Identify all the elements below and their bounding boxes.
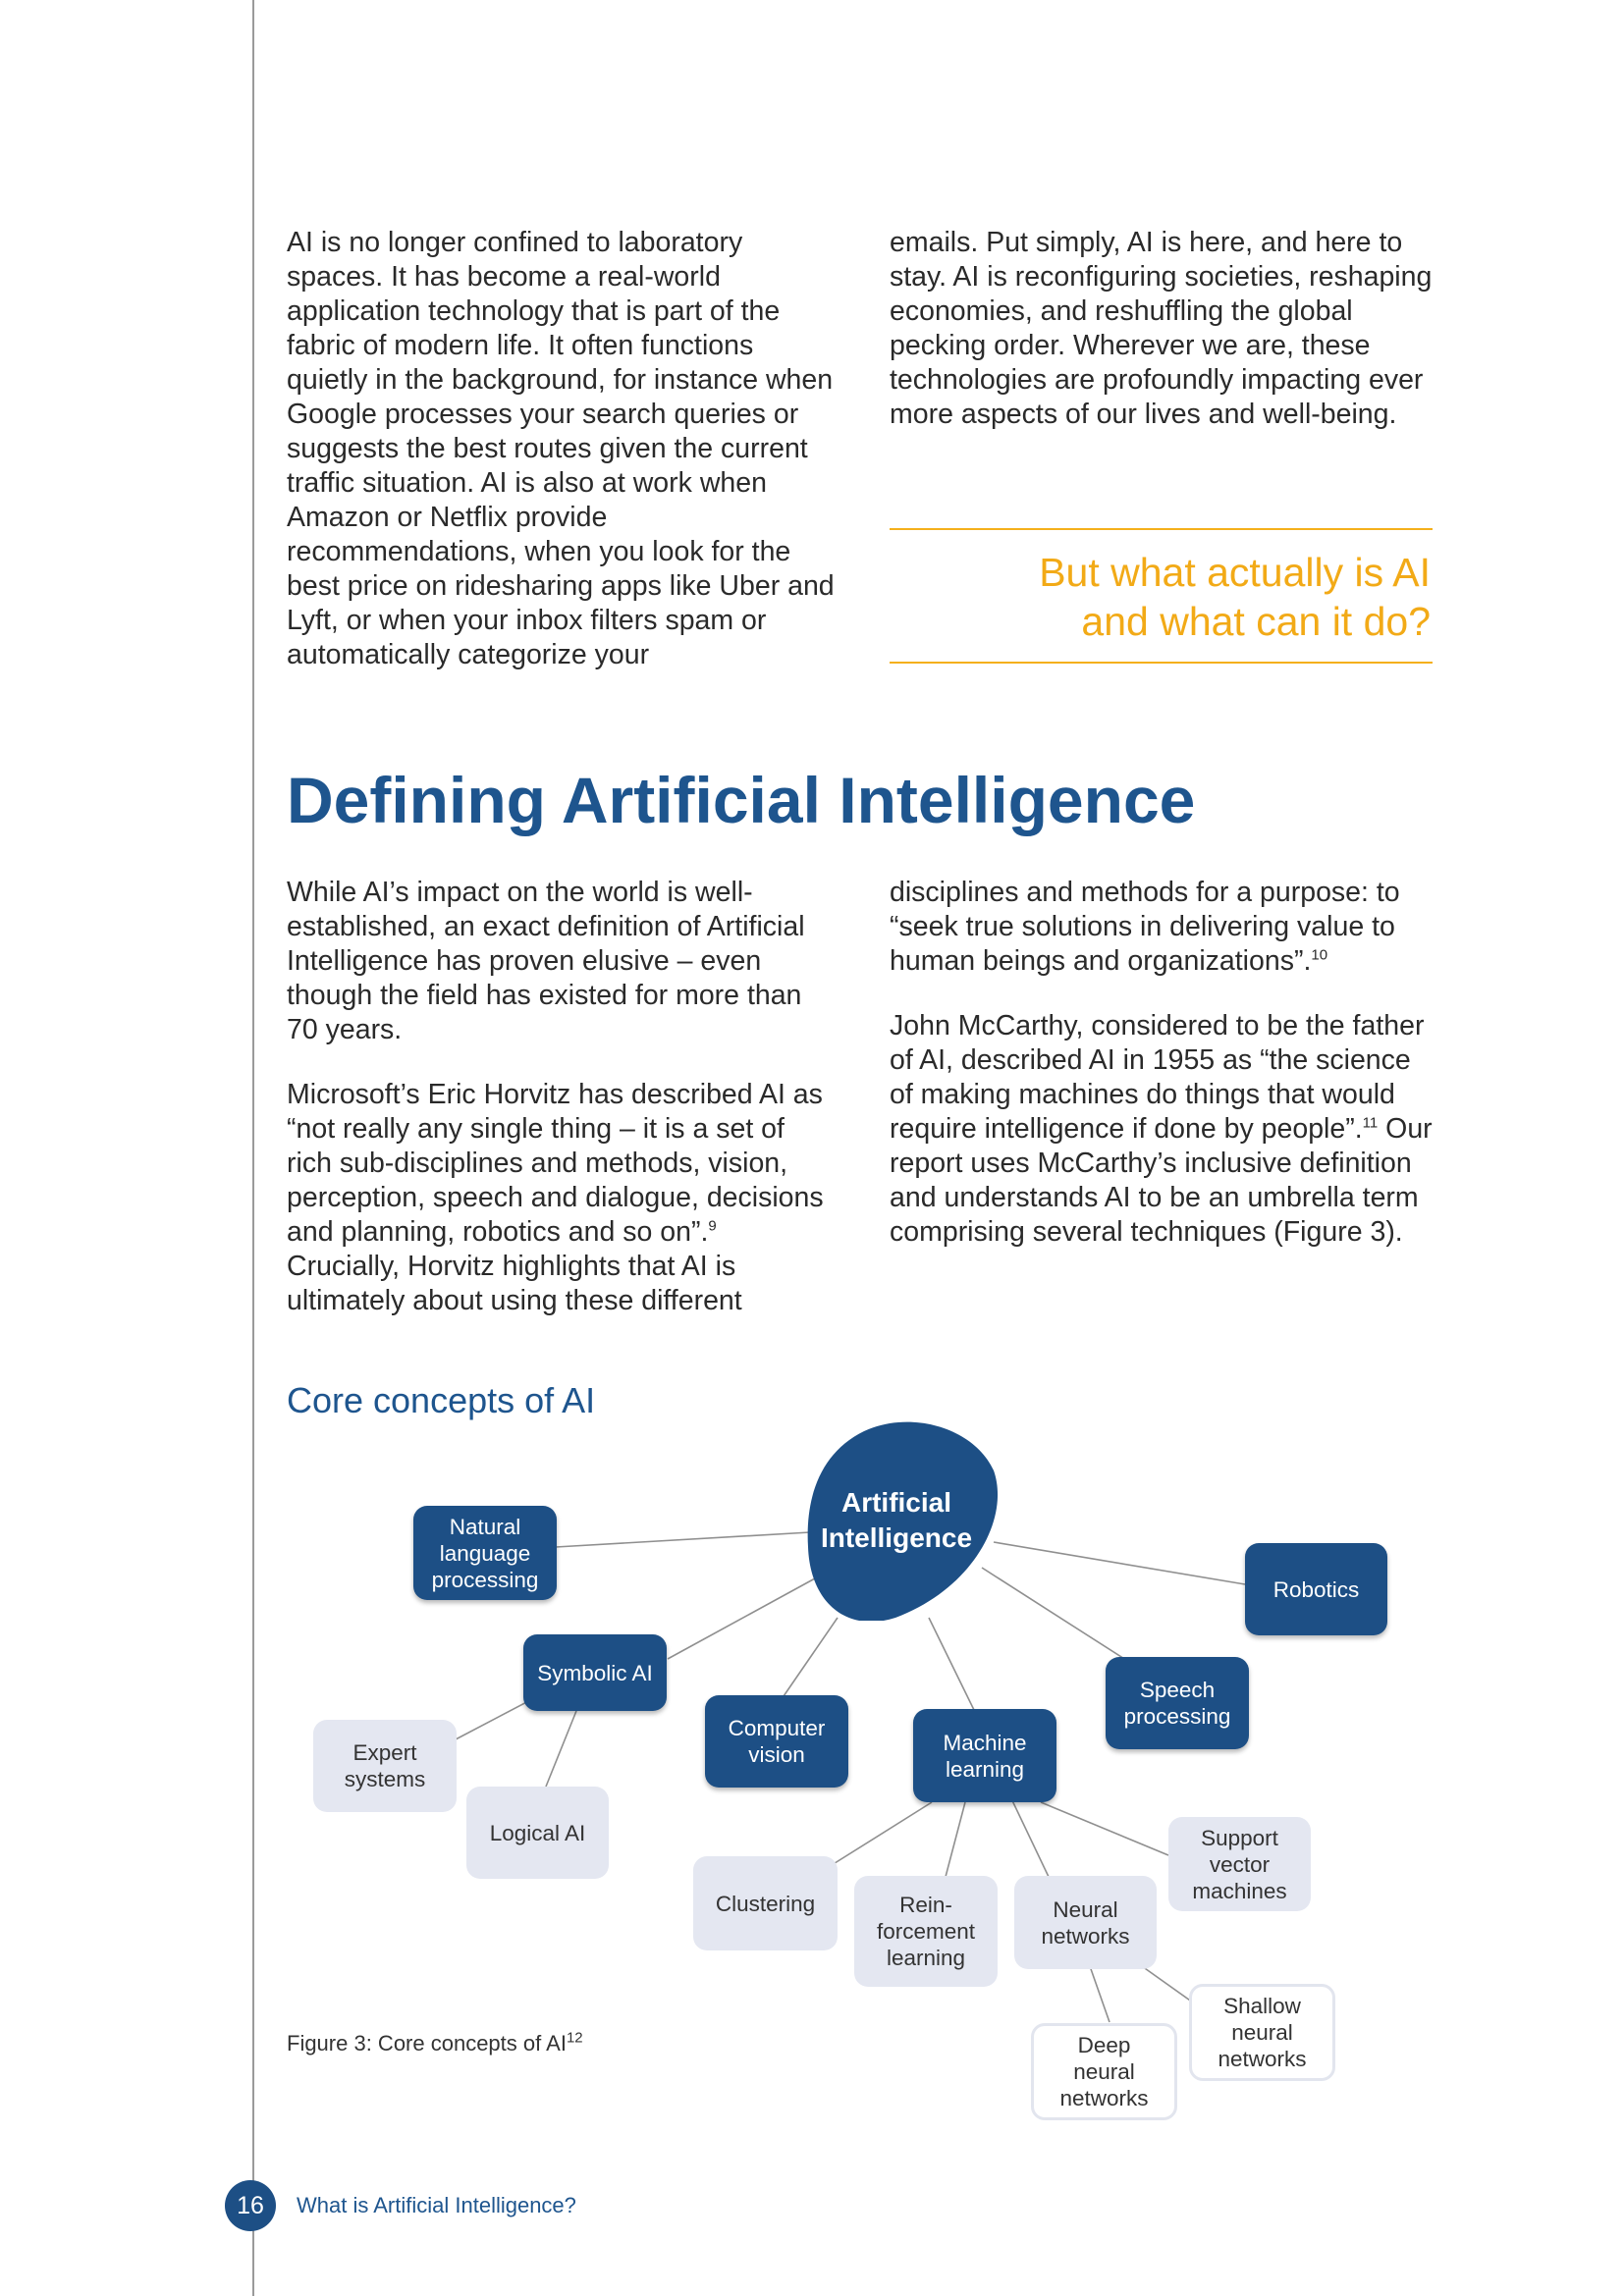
page-number-badge: 16 <box>225 2180 276 2231</box>
connector-ai-ml <box>929 1618 974 1710</box>
node-clustering: Clustering <box>693 1856 838 1950</box>
figure-caption <box>287 2030 583 2057</box>
pull-quote-line2: and what can it do? <box>1081 599 1431 644</box>
footnote-ref-12: 12 <box>566 2029 583 2047</box>
body-left-p2-text: Microsoft’s Eric Horvitz has described AI as “not really any single thing – it is a set of rich sub-disciplines and methods, vision, perception, speech and dialogue, decisions and planning, robotics and so on”. <box>287 1079 824 1248</box>
footer-title: What is Artificial Intelligence? <box>297 2193 576 2217</box>
connector-ai-nlp <box>556 1532 810 1547</box>
node-speech-processing: Speech processing <box>1106 1657 1249 1749</box>
body-right-p1-text: disciplines and methods for a purpose: to “seek true solutions in delivering value to human beings and organizations”. <box>890 877 1400 977</box>
body-right-p2-cont: Our report uses McCarthy’s inclusive definition and understands AI to be an umbrella term comprising several techniques (Figure 3). <box>890 1113 1433 1248</box>
connector-ai-vision <box>784 1618 838 1696</box>
node-reinforcement-learning: Rein- forcement learning <box>854 1876 998 1987</box>
figure-title: Core concepts of AI <box>287 1380 596 1420</box>
node-logical-ai: Logical AI <box>466 1787 609 1879</box>
footnote-ref-11: 11 <box>1362 1114 1379 1132</box>
connector-ml-reinforcement <box>946 1802 965 1877</box>
body-left-p2-cont: Crucially, Horvitz highlights that AI is ultimately about using these different <box>287 1251 742 1316</box>
connector-ml-neural <box>1009 1794 1049 1877</box>
node-robotics: Robotics <box>1245 1543 1387 1635</box>
connector-symbolic-expert <box>456 1698 534 1739</box>
connector-ai-symbolic <box>668 1578 815 1659</box>
body-right-p2-text: John McCarthy, considered to be the father of AI, described AI in 1955 as “the science of making machines do things that would require intelligence if done by people”. <box>890 1010 1425 1145</box>
node-natural-language-processing: Natural language processing <box>413 1506 557 1600</box>
connector-neural-shallow <box>1142 1966 1193 2002</box>
connector-ai-robotics <box>994 1542 1245 1584</box>
intro-right-text: emails. Put simply, AI is here, and here to stay. AI is reconfiguring societies, reshaping economies, and reshuffling the global pecking order. Wherever we are, these technologies are profoundly impacting ever more aspects of our lives and well-being. <box>890 227 1433 430</box>
node-machine-learning: Machine learning <box>913 1709 1056 1802</box>
node-neural-networks: Neural networks <box>1014 1876 1157 1969</box>
node-computer-vision: Computer vision <box>705 1695 848 1788</box>
pull-quote-line1: But what actually is AI <box>1039 550 1431 595</box>
body-left-p1: While AI’s impact on the world is well-established, an exact definition of Artificial Intelligence has proven elusive – even though the field has existed for more than 70 years. <box>287 877 805 1045</box>
connector-symbolic-logical <box>546 1711 576 1787</box>
section-title: Defining Artificial Intelligence <box>287 764 1196 836</box>
connector-neural-deep <box>1090 1966 1110 2022</box>
footnote-ref-10: 10 <box>1311 946 1328 964</box>
node-deep-neural-networks: Deep neural networks <box>1031 2023 1177 2120</box>
footnote-ref-9: 9 <box>708 1217 717 1235</box>
intro-left-text: AI is no longer confined to laboratory spaces. It has become a real-world application technology that is part of the fabric of modern life. It often functions quietly in the background, for instance when Google processes your search queries or suggests the best routes given the current traffic situation. AI is also at work when Amazon or Netflix provide recommendations, when you look for the best price on ridesharing apps like Uber and Lyft, or when your inbox filters spam or automatically categorize your <box>287 227 835 670</box>
figure-caption-text: Figure 3: Core concepts of AI <box>287 2031 567 2056</box>
connector-ml-svm <box>1041 1802 1168 1855</box>
node-support-vector-machines: Support vector machines <box>1168 1817 1311 1911</box>
artificial-intelligence-label: Artificial Intelligence <box>820 1487 973 1553</box>
node-expert-systems: Expert systems <box>313 1720 457 1812</box>
connector-ml-clustering <box>832 1802 932 1865</box>
connector-ai-speech <box>982 1568 1132 1664</box>
node-symbolic-ai: Symbolic AI <box>523 1634 667 1711</box>
node-shallow-neural-networks: Shallow neural networks <box>1189 1984 1335 2081</box>
